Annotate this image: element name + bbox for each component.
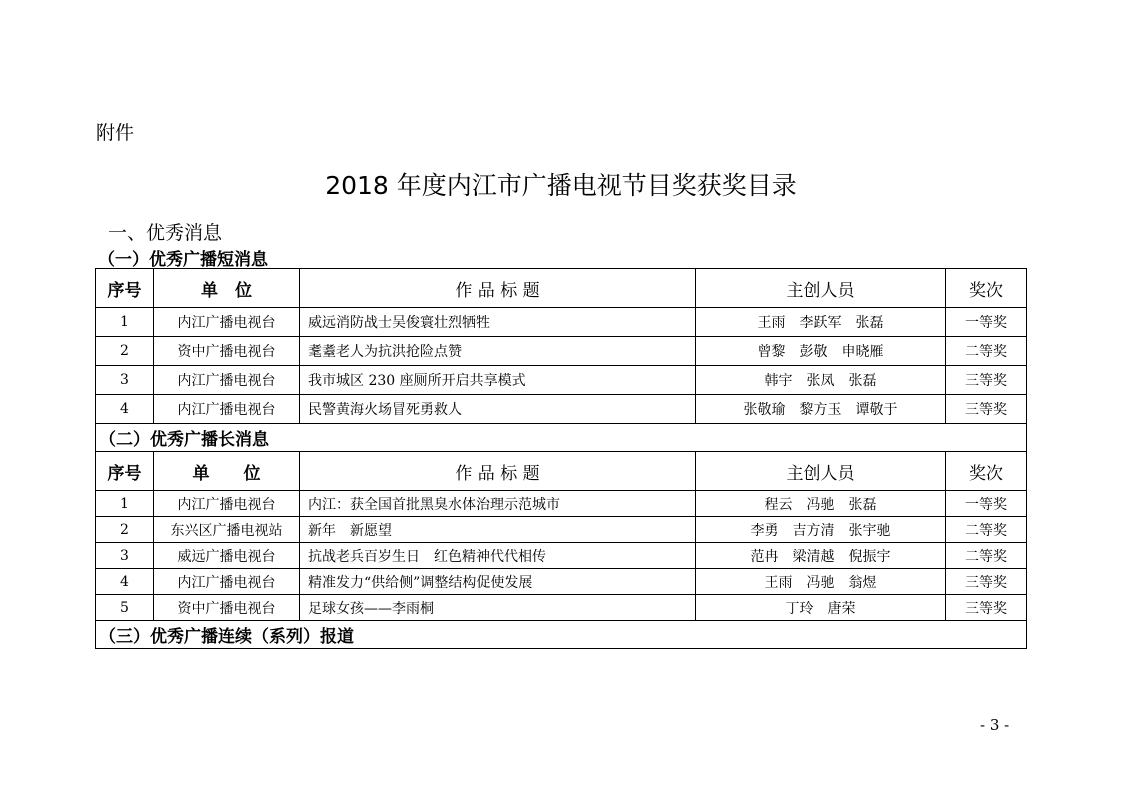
cell-work-title: 抗战老兵百岁生日 红色精神代代相传 [300,543,696,569]
cell-creators: 程云 冯驰 张磊 [696,491,946,517]
cell-work-title: 内江：获全国首批黑臭水体治理示范城市 [300,491,696,517]
cell-seq: 4 [96,569,154,595]
table-row [96,337,1027,366]
cell-work-title: 威远消防战士吴俊寰壮烈牺牲 [300,308,696,337]
cell-seq: 1 [96,308,154,337]
cell-award: 二等奖 [946,517,1027,543]
cell-award: 三等奖 [946,595,1027,621]
cell-seq: 2 [96,517,154,543]
header-award: 奖次 [946,452,1027,491]
subsection-row [96,424,1027,452]
header-work-title: 作 品 标 题 [300,269,696,308]
cell-creators: 曾黎 彭敬 申晓雁 [696,337,946,366]
cell-seq: 3 [96,543,154,569]
cell-seq: 1 [96,491,154,517]
header-work-title: 作 品 标 题 [300,452,696,491]
cell-unit: 东兴区广播电视站 [154,517,300,543]
cell-work-title: 我市城区 230 座厕所开启共享模式 [300,366,696,395]
cell-creators: 范冉 梁清越 倪振宇 [696,543,946,569]
header-seq: 序号 [96,269,154,308]
cell-seq: 2 [96,337,154,366]
cell-unit: 内江广播电视台 [154,569,300,595]
header-seq: 序号 [96,452,154,491]
cell-seq: 5 [96,595,154,621]
subsection-heading-1: （一）优秀广播短消息 [98,250,268,270]
header-creators: 主创人员 [696,269,946,308]
cell-award: 一等奖 [946,491,1027,517]
section-heading: 一、优秀消息 [108,222,223,244]
cell-creators: 张敬瑜 黎方玉 谭敬于 [696,395,946,424]
cell-creators: 李勇 吉方清 张宇驰 [696,517,946,543]
cell-unit: 资中广播电视台 [154,595,300,621]
header-unit: 单 位 [154,269,300,308]
header-unit: 单 位 [154,452,300,491]
cell-award: 一等奖 [946,308,1027,337]
subsection-heading-2: （二）优秀广播长消息 [96,424,1027,452]
cell-award: 二等奖 [946,543,1027,569]
cell-work-title: 民警黄海火场冒死勇救人 [300,395,696,424]
cell-work-title: 耄耋老人为抗洪抢险点赞 [300,337,696,366]
cell-creators: 王雨 冯驰 翁煜 [696,569,946,595]
awards-table [95,268,1027,649]
cell-award: 三等奖 [946,395,1027,424]
cell-work-title: 新年 新愿望 [300,517,696,543]
subsection-row [96,621,1027,649]
cell-award: 三等奖 [946,569,1027,595]
table-row [96,569,1027,595]
cell-unit: 威远广播电视台 [154,543,300,569]
attachment-label: 附件 [96,122,135,144]
table-row [96,395,1027,424]
table-header-row-2 [96,452,1027,491]
table-row [96,491,1027,517]
cell-unit: 内江广播电视台 [154,395,300,424]
table-header-row-1 [96,269,1027,308]
document-title: 2018 年度内江市广播电视节目奖获奖目录 [325,171,797,200]
cell-unit: 资中广播电视台 [154,337,300,366]
table-row [96,366,1027,395]
subsection-heading-3: （三）优秀广播连续（系列）报道 [96,621,1027,649]
cell-work-title: 精准发力“供给侧”调整结构促使发展 [300,569,696,595]
cell-creators: 王雨 李跃军 张磊 [696,308,946,337]
cell-unit: 内江广播电视台 [154,491,300,517]
cell-unit: 内江广播电视台 [154,308,300,337]
cell-seq: 4 [96,395,154,424]
table-row [96,595,1027,621]
table-row [96,308,1027,337]
cell-work-title: 足球女孩——李雨桐 [300,595,696,621]
cell-award: 二等奖 [946,337,1027,366]
page-number: - 3 - [980,716,1010,734]
cell-award: 三等奖 [946,366,1027,395]
header-award: 奖次 [946,269,1027,308]
header-creators: 主创人员 [696,452,946,491]
table-row [96,543,1027,569]
cell-creators: 韩宇 张凤 张磊 [696,366,946,395]
table-row [96,517,1027,543]
cell-unit: 内江广播电视台 [154,366,300,395]
cell-seq: 3 [96,366,154,395]
cell-creators: 丁玲 唐荣 [696,595,946,621]
